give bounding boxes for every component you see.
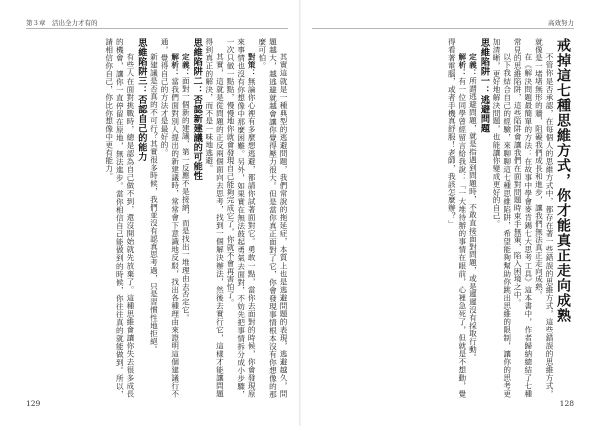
left-page-number: 129 xyxy=(26,399,41,408)
paragraph-text: 以下我結合自己的經驗，來聊聊這七種思維陷阱，希望能夠幫助你跳出思維的限制，讓你的思考更加清晰，更好地解決問題，也能讓你變成更好的自己。 xyxy=(492,38,512,398)
chapter-title: 戒掉這七種思維方式，你才能真正走向成熟 xyxy=(555,38,571,323)
paragraph-text: 在《解決問題最簡單的方法：在故事中學會麥肯錫七大思考工具》這本書中，作者歸納總結了七種常見的思維陷阱，這些陷阱會讓我們在面對問題時束手無策，陷入困境之中。 xyxy=(513,38,533,398)
body-paragraph xyxy=(103,38,135,398)
body-paragraph xyxy=(256,38,288,398)
paragraph-text: 所謂逃避問題，就是指遇到問題時，不敢直接面對問題，或是遲遲沒有採取行動。 xyxy=(468,76,478,362)
paragraph-text: 其實這就是一種典型的逃避問題，我們常說的拖延症，本質上也是逃避問題的表現，逃避越久，問題越大，越逃避就越會讓你覺得壓力很大。但是當你真正面對了它，你會發現事情根本沒有你想像的那麼可怕。 xyxy=(257,38,288,398)
paragraph-text: 其實，這就是從問題的正反兩個面向去思考，找到一個解決辦法，然後去實行它，這樣才能讓問題得到真正的解決，而不是一味地逃避。 xyxy=(204,38,225,398)
term-label: 定義： xyxy=(181,53,191,77)
left-body-text xyxy=(22,38,288,398)
paragraph-text: 新建議是否真的不可行？其實很多時候，我們並沒有認真思考過，只是習慣性地拒絕。 xyxy=(149,53,159,354)
right-page xyxy=(300,0,600,426)
paragraph-text: 當我們面對別人提出的新建議時，常常會下意識地反駁，找出各種理由來證明這個建議行不通，覺得自己的方法才是最好的。 xyxy=(160,38,180,399)
body-paragraph xyxy=(467,38,478,398)
paragraph-text: 不管你是否承認，在每個人的思維方式中，都存在著一些錯誤的思維方式，這些錯誤的思維方式，就像是一堵堵無形的牆，阻礙我們成長和進步，讓我們無法真正走向成熟。 xyxy=(534,38,554,398)
right-body-text xyxy=(314,38,572,398)
paragraph-text: 面對一個新的建議，第一反應不是接納，而是找出一堆理由去否定它。 xyxy=(181,76,191,322)
paragraph-text: 有些人在面對挑戰時，總是認為自己做不到，還沒開始就先放棄了。這種思維會讓你失去很多成長的機會，讓你一直停留在原地，無法進步。當你相信自己能做到的時候，你往往真的就能做到。所以，請相信你自己，你比你想像中更有能力。 xyxy=(104,38,135,398)
body-paragraph xyxy=(490,38,511,398)
right-page-number: 128 xyxy=(559,399,574,408)
body-paragraph xyxy=(180,38,191,398)
body-paragraph xyxy=(148,38,159,398)
right-header-rule xyxy=(312,28,574,29)
paragraph-text: 無論你心裡有多麼想逃避，都請你試著面對它。勇敢一點，當你去面對的時候，你會發現原來事情也沒有你想像中那麼困難。另外，如果實在無法鼓起勇氣去面對，不妨先把事情拆分成小步驟，一次只做一點點，慢慢地你就會發現自己能夠完成它了，你就不會再害怕了。 xyxy=(226,38,257,399)
section-heading: 思維陷阱二：否認新建議的可能性 xyxy=(191,38,203,181)
term-label: 解析： xyxy=(457,53,467,78)
left-running-head: 第３章 活出全力才有的 xyxy=(26,19,98,27)
term-label: 定義： xyxy=(468,53,478,77)
section-heading: 思維陷阱三：否認自己的能力 xyxy=(135,38,147,162)
body-paragraph xyxy=(533,38,554,398)
term-label: 對策： xyxy=(247,53,257,78)
body-paragraph xyxy=(446,38,467,398)
body-paragraph xyxy=(224,38,256,398)
section-heading: 思維陷阱一：逃避問題 xyxy=(478,38,490,133)
body-paragraph xyxy=(158,38,179,398)
body-paragraph xyxy=(203,38,224,398)
body-paragraph xyxy=(512,38,533,398)
paragraph-text: 有一位同學曾經留言給我說：「一大堆待辦的事情在眼前，心裡急死了，但就是不想動，覺得看著電腦，或者手機真舒服！老師，我該怎麼辦？」 xyxy=(447,38,467,399)
right-running-head: 高效努力 xyxy=(548,19,574,27)
term-label: 解析： xyxy=(170,53,180,78)
left-header-rule xyxy=(26,28,288,29)
